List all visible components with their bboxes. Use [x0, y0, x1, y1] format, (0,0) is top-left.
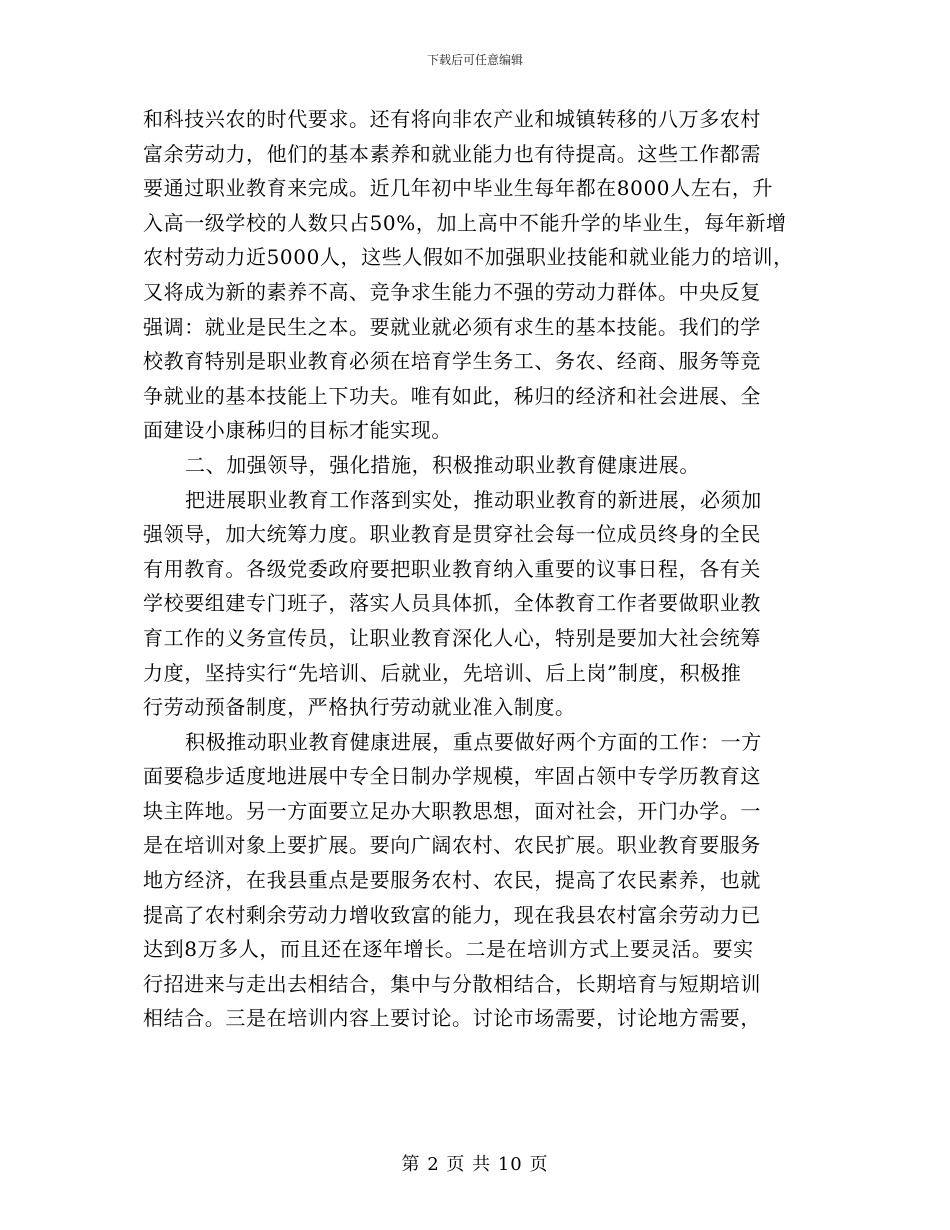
text-line: 达到8万多人，而且还在逐年增长。二是在培训方式上要灵活。要实: [143, 937, 754, 962]
text-line: 块主阵地。另一方面要立足办大职教思想，面对社会，开门办学。一: [143, 798, 761, 823]
text-line: 地方经济，在我县重点是要服务农村、农民，提高了农民素养，也就: [143, 868, 761, 893]
text-line: 要通过职业教育来完成。近几年初中毕业生每年都在8000人左右，升: [143, 176, 774, 201]
text-line: 有用教育。各级党委政府要把职业教育纳入重要的议事日程，各有关: [143, 556, 761, 581]
text-line: 面要稳步适度地进展中专全日制办学规模，牢固占领中专学历教育这: [143, 764, 761, 789]
text-line: 入高一级学校的人数只占50%，加上高中不能升学的毕业生，每年新增: [143, 210, 787, 235]
text-line: 行招进来与走出去相结合，集中与分散相结合，长期培育与短期培训: [143, 971, 761, 996]
page-header: 下载后可任意编辑: [426, 53, 523, 67]
text-line: 学校要组建专门班子，落实人员具体抓，全体教育工作者要做职业教: [143, 591, 761, 616]
text-line: 是在培训对象上要扩展。要向广阔农村、农民扩展。职业教育要服务: [143, 833, 761, 858]
document-body: [143, 102, 813, 1036]
page-number: 第 2 页 共 10 页: [401, 1154, 549, 1175]
text-line: 力度，坚持实行“先培训、后就业，先培训、后上岗”制度，积极推: [143, 660, 742, 685]
text-line: 相结合。三是在培训内容上要讨论。讨论市场需要，讨论地方需要，: [143, 1006, 761, 1031]
text-line: 农村劳动力近5000人，这些人假如不加强职业技能和就业能力的培训，: [143, 245, 794, 270]
text-line: 富余劳动力，他们的基本素养和就业能力也有待提高。这些工作都需: [143, 141, 761, 166]
text-line: 积极推动职业教育健康进展，重点要做好两个方面的工作：一方: [185, 729, 762, 754]
text-line: 争就业的基本技能上下功夫。唯有如此，秭归的经济和社会进展、全: [143, 383, 761, 408]
text-line: 强领导，加大统筹力度。职业教育是贯穿社会每一位成员终身的全民: [143, 522, 761, 547]
text-line: 提高了农村剩余劳动力增收致富的能力，现在我县农村富余劳动力已: [143, 902, 761, 927]
text-line: 校教育特别是职业教育必须在培育学生务工、务农、经商、服务等竞: [143, 349, 761, 374]
text-line: 面建设小康秭归的目标才能实现。: [143, 418, 452, 443]
text-line: 育工作的义务宣传员，让职业教育深化人心，特别是要加大社会统筹: [143, 625, 761, 650]
text-line: 把进展职业教育工作落到实处，推动职业教育的新进展，必须加: [185, 487, 762, 512]
text-line: 又将成为新的素养不高、竞争求生能力不强的劳动力群体。中央反复: [143, 279, 761, 304]
text-line: 强调：就业是民生之本。要就业就必须有求生的基本技能。我们的学: [143, 314, 761, 339]
text-line: 行劳动预备制度，严格执行劳动就业准入制度。: [143, 695, 576, 720]
text-line: 和科技兴农的时代要求。还有将向非农产业和城镇转移的八万多农村: [143, 107, 761, 131]
text-line: 二、加强领导，强化措施，积极推动职业教育健康进展。: [185, 452, 700, 477]
